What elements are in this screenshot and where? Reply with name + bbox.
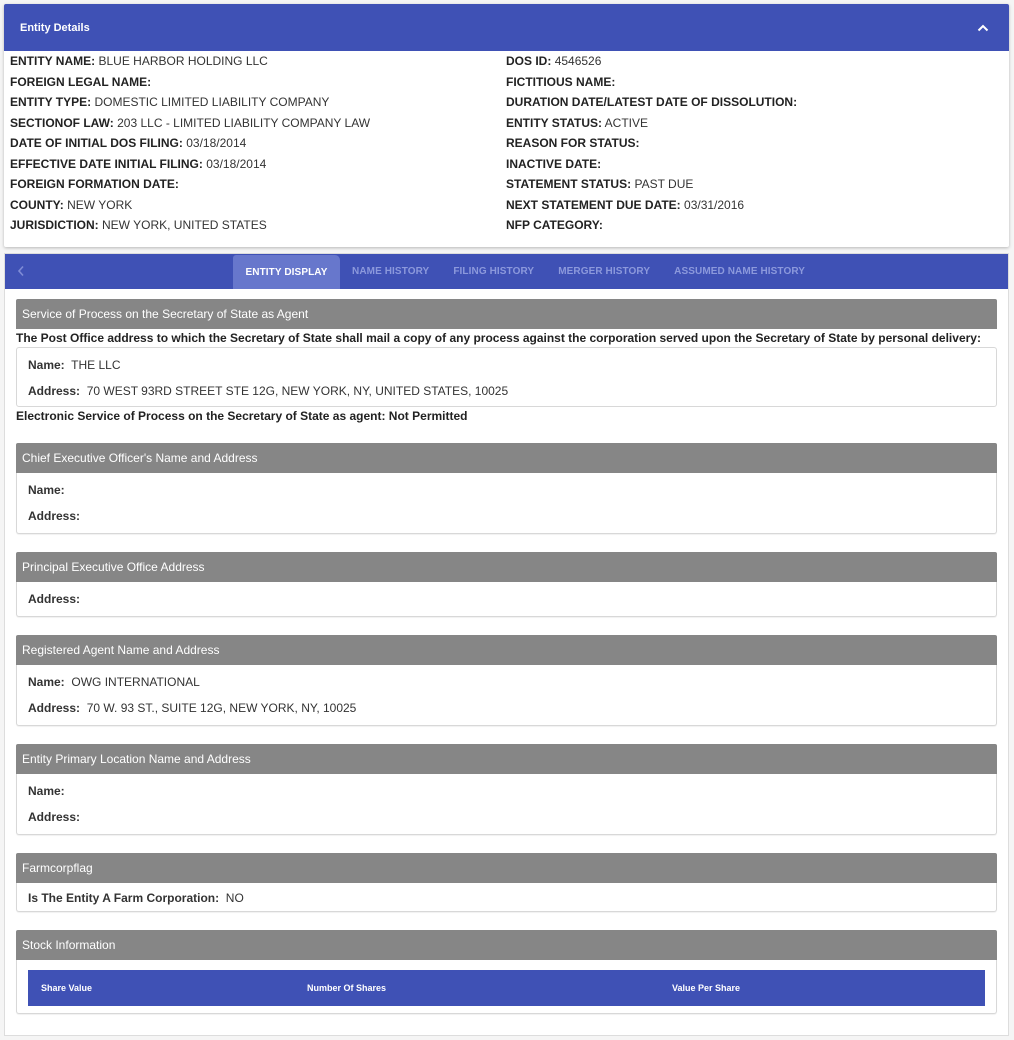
entity-details-header[interactable] (4, 4, 1009, 51)
field-label: Address: (28, 701, 81, 715)
next-statement-due-row (506, 195, 1002, 216)
field-label: Name: (28, 675, 65, 689)
foreign-formation-date-row (10, 174, 506, 195)
entity-details-body (4, 51, 1009, 236)
field-label: Address: (28, 592, 81, 606)
jurisdiction-row (10, 215, 506, 236)
effective-date-row (10, 154, 506, 175)
field-label: DATE OF INITIAL DOS FILING: (10, 136, 183, 150)
inactive-date-row (506, 154, 1002, 175)
electronic-service-text: Electronic Service of Process on the Secretary of State as agent: Not Permitted (16, 409, 468, 423)
entity-details-card (4, 4, 1009, 247)
field-label: Address: (28, 509, 81, 523)
field-label: ENTITY STATUS: (506, 115, 602, 130)
field-label: COUNTY: (10, 197, 64, 212)
tab-merger-history[interactable]: MERGER HISTORY (558, 266, 651, 277)
farm-corp-row (17, 887, 996, 909)
farmcorp-section (16, 853, 997, 912)
section-body (16, 883, 997, 912)
section-body (16, 473, 997, 534)
field-label: ENTITY NAME: (10, 54, 96, 68)
primary-location-section (16, 744, 997, 835)
dos-id-row (506, 51, 1002, 72)
chevron-up-icon (977, 24, 989, 32)
section-body (16, 665, 997, 726)
section-header: Entity Primary Location Name and Address (16, 744, 997, 774)
section-of-law-row (10, 113, 506, 134)
stock-table-header (28, 970, 985, 1006)
field-label: Address: (28, 810, 81, 824)
tab-list (233, 254, 817, 289)
field-value: ACTIVE (604, 115, 649, 130)
field-label: DURATION DATE/LATEST DATE OF DISSOLUTION: (506, 95, 798, 109)
section-header: Registered Agent Name and Address (16, 635, 997, 665)
field-value: PAST DUE (634, 177, 694, 191)
field-label: ENTITY TYPE: (10, 95, 92, 109)
details-right-column (506, 51, 1002, 236)
field-label: Name: (28, 483, 65, 497)
details-left-column (10, 51, 506, 236)
section-body (16, 774, 997, 835)
section-body (16, 582, 997, 617)
tab-assumed-name-history[interactable]: ASSUMED NAME HISTORY (674, 266, 806, 277)
field-label: DOS ID: (506, 54, 552, 68)
field-value: 4546526 (554, 54, 602, 68)
tab-name-history[interactable]: NAME HISTORY (352, 266, 430, 277)
nfp-category-row (506, 215, 1002, 236)
entity-type-row (10, 92, 506, 113)
field-label: FOREIGN FORMATION DATE: (10, 177, 179, 191)
tabs-bar (5, 254, 1008, 289)
field-value: DOMESTIC LIMITED LIABILITY COMPANY (94, 95, 330, 109)
field-value: 70 W. 93 ST., SUITE 12G, NEW YORK, NY, 10025 (86, 701, 357, 715)
column-number-of-shares[interactable]: Number Of Shares (307, 983, 387, 993)
principal-office-section (16, 552, 997, 617)
sop-description: The Post Office address to which the Secretary of State shall mail a copy of any process against the corporation served upon the Secretary of State by personal delivery: (16, 331, 981, 345)
field-label: JURISDICTION: (10, 218, 99, 232)
tab-entity-display[interactable]: ENTITY DISPLAY (233, 255, 340, 289)
sop-address-box (16, 347, 997, 407)
agent-address-row (17, 695, 996, 721)
ceo-address-row (17, 503, 996, 529)
field-label: FOREIGN LEGAL NAME: (10, 74, 152, 89)
field-label: EFFECTIVE DATE INITIAL FILING: (10, 156, 203, 171)
field-label: Address: (28, 384, 81, 398)
sop-name-row (17, 352, 996, 378)
field-value: OWG INTERNATIONAL (71, 675, 200, 689)
reason-for-status-row (506, 133, 1002, 154)
field-value: 70 WEST 93RD STREET STE 12G, NEW YORK, NY, UNITED STATES, 10025 (86, 384, 509, 398)
entity-status-row (506, 113, 1002, 134)
field-value: NEW YORK (67, 197, 133, 212)
tab-filing-history[interactable]: FILING HISTORY (453, 266, 535, 277)
service-of-process-section (16, 299, 997, 425)
field-label: REASON FOR STATUS: (506, 136, 640, 150)
foreign-legal-name-row (10, 72, 506, 93)
field-value: 03/18/2014 (186, 136, 247, 150)
field-value: 03/18/2014 (206, 156, 267, 171)
tab-scroll-prev-button[interactable] (17, 262, 31, 280)
registered-agent-section (16, 635, 997, 726)
initial-dos-filing-row (10, 133, 506, 154)
ceo-name-row (17, 477, 996, 503)
field-label: STATEMENT STATUS: (506, 177, 632, 191)
field-label: INACTIVE DATE: (506, 156, 602, 171)
agent-name-row (17, 669, 996, 695)
section-header: Farmcorpflag (16, 853, 997, 883)
column-value-per-share[interactable]: Value Per Share (672, 983, 741, 993)
field-label: Is The Entity A Farm Corporation: (28, 891, 220, 905)
section-header: Chief Executive Officer's Name and Address (16, 443, 997, 473)
field-value: NEW YORK, UNITED STATES (102, 218, 267, 232)
column-share-value[interactable]: Share Value (41, 983, 93, 993)
field-value: 03/31/2016 (684, 197, 745, 212)
statement-status-row (506, 174, 1002, 195)
sop-address-row (17, 378, 996, 404)
section-header: Stock Information (16, 930, 997, 960)
tabs-panel (4, 253, 1009, 1036)
field-value: THE LLC (71, 358, 121, 372)
field-label: Name: (28, 784, 65, 798)
collapse-button[interactable] (973, 18, 993, 38)
duration-date-row (506, 92, 1002, 113)
fictitious-name-row (506, 72, 1002, 93)
entity-name-row (10, 51, 506, 72)
field-value: 203 LLC - LIMITED LIABILITY COMPANY LAW (117, 115, 371, 130)
stock-section (16, 930, 997, 1014)
ceo-section (16, 443, 997, 534)
section-body (16, 960, 997, 1014)
entity-details-title: Entity Details (20, 21, 90, 34)
field-label: Name: (28, 358, 65, 372)
field-label: FICTITIOUS NAME: (506, 74, 616, 89)
field-label: NEXT STATEMENT DUE DATE: (506, 197, 681, 212)
county-row (10, 195, 506, 216)
entity-display-content (5, 289, 1008, 1014)
location-name-row (17, 778, 996, 804)
location-address-row (17, 804, 996, 830)
field-label: NFP CATEGORY: (506, 218, 603, 232)
field-value: NO (225, 891, 244, 905)
chevron-left-icon (17, 265, 25, 277)
section-header: Principal Executive Office Address (16, 552, 997, 582)
field-value: BLUE HARBOR HOLDING LLC (98, 54, 268, 68)
section-header: Service of Process on the Secretary of State as Agent (16, 299, 997, 329)
principal-address-row (17, 586, 996, 612)
field-label: SECTIONOF LAW: (10, 115, 114, 130)
